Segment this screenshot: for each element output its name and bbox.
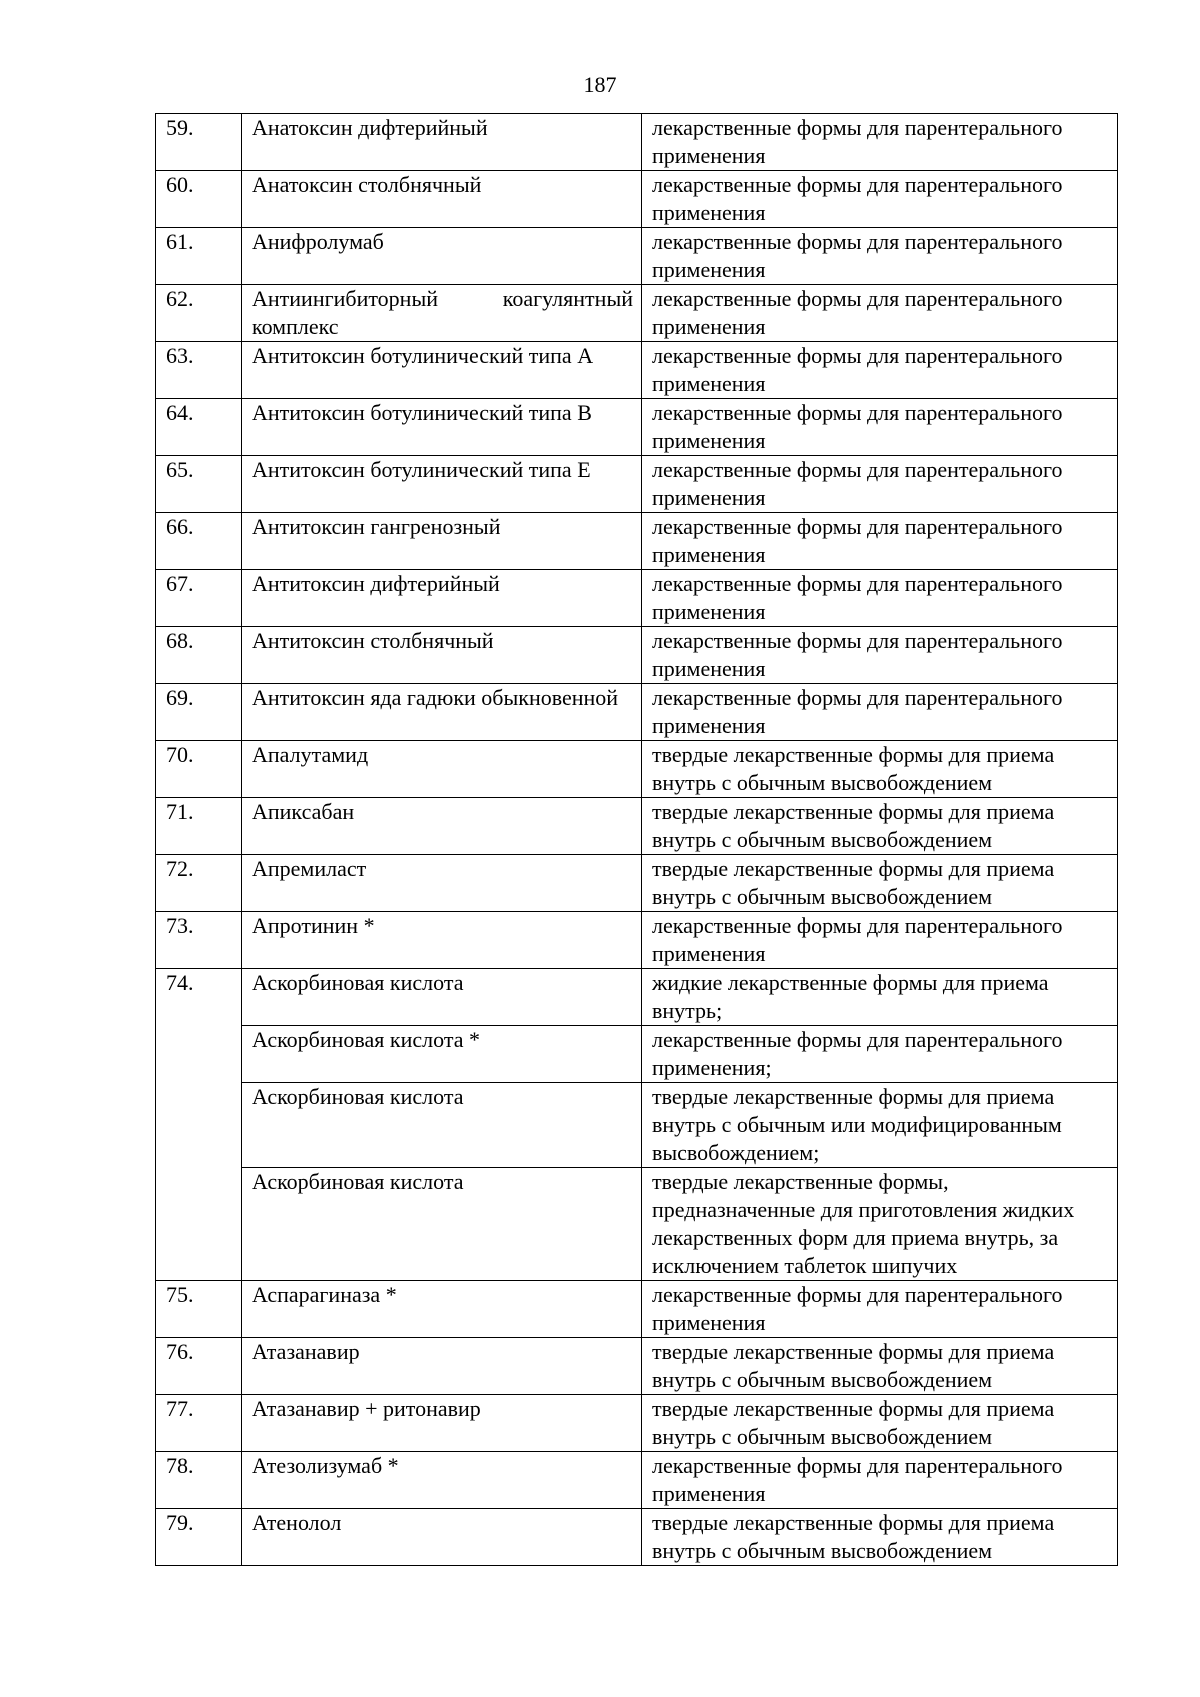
table-row bbox=[156, 798, 1118, 855]
dosage-form: лекарственные формы для парентерального применения bbox=[642, 114, 1118, 171]
dosage-form: лекарственные формы для парентерального применения bbox=[642, 171, 1118, 228]
table-row bbox=[156, 1452, 1118, 1509]
row-number: 68. bbox=[156, 627, 242, 684]
table-row bbox=[156, 855, 1118, 912]
row-number: 67. bbox=[156, 570, 242, 627]
dosage-form: лекарственные формы для парентерального применения bbox=[642, 1281, 1118, 1338]
dosage-form: лекарственные формы для парентерального применения bbox=[642, 570, 1118, 627]
table-row bbox=[156, 171, 1118, 228]
drug-name: Анифролумаб bbox=[242, 228, 642, 285]
table-row-group-first bbox=[156, 969, 1118, 1026]
table-row bbox=[156, 399, 1118, 456]
row-number: 62. bbox=[156, 285, 242, 342]
table-row bbox=[156, 741, 1118, 798]
drug-name: Аспарагиназа * bbox=[242, 1281, 642, 1338]
table-row bbox=[156, 570, 1118, 627]
dosage-form: твердые лекарственные формы для приема внутрь с обычным высвобождением bbox=[642, 855, 1118, 912]
table-row bbox=[156, 1509, 1118, 1566]
row-number: 79. bbox=[156, 1509, 242, 1566]
table-row-group bbox=[156, 1083, 1118, 1168]
dosage-form: лекарственные формы для парентерального применения bbox=[642, 684, 1118, 741]
drug-name: Аскорбиновая кислота bbox=[242, 969, 642, 1026]
drug-name: Аскорбиновая кислота * bbox=[242, 1026, 642, 1083]
drug-name: Анатоксин дифтерийный bbox=[242, 114, 642, 171]
drug-name: Апротинин * bbox=[242, 912, 642, 969]
dosage-form: лекарственные формы для парентерального применения bbox=[642, 912, 1118, 969]
page-number: 187 bbox=[583, 72, 617, 97]
drug-table bbox=[155, 113, 1118, 1566]
row-number: 70. bbox=[156, 741, 242, 798]
dosage-form: лекарственные формы для парентерального применения bbox=[642, 228, 1118, 285]
drug-name: Аскорбиновая кислота bbox=[242, 1083, 642, 1168]
table-row bbox=[156, 1338, 1118, 1395]
dosage-form: лекарственные формы для парентерального применения bbox=[642, 399, 1118, 456]
row-number: 77. bbox=[156, 1395, 242, 1452]
dosage-form: лекарственные формы для парентерального применения bbox=[642, 513, 1118, 570]
dosage-form: лекарственные формы для парентерального применения; bbox=[642, 1026, 1118, 1083]
dosage-form: лекарственные формы для парентерального применения bbox=[642, 342, 1118, 399]
drug-name: Апремиласт bbox=[242, 855, 642, 912]
drug-name: Антитоксин яда гадюки обыкновенной bbox=[242, 684, 642, 741]
drug-name: Атазанавир bbox=[242, 1338, 642, 1395]
drug-name: Антитоксин ботулинический типа A bbox=[242, 342, 642, 399]
dosage-form: жидкие лекарственные формы для приема внутрь; bbox=[642, 969, 1118, 1026]
row-number: 61. bbox=[156, 228, 242, 285]
row-number: 66. bbox=[156, 513, 242, 570]
table-row-group bbox=[156, 1026, 1118, 1083]
table-row bbox=[156, 228, 1118, 285]
dosage-form: твердые лекарственные формы для приема внутрь с обычным высвобождением bbox=[642, 798, 1118, 855]
row-number: 60. bbox=[156, 171, 242, 228]
drug-name: Антитоксин столбнячный bbox=[242, 627, 642, 684]
row-number: 65. bbox=[156, 456, 242, 513]
drug-table-body bbox=[156, 114, 1118, 1566]
table-row bbox=[156, 627, 1118, 684]
drug-name: Анатоксин столбнячный bbox=[242, 171, 642, 228]
drug-name: Антитоксин дифтерийный bbox=[242, 570, 642, 627]
row-number: 59. bbox=[156, 114, 242, 171]
dosage-form: лекарственные формы для парентерального применения bbox=[642, 456, 1118, 513]
row-number: 75. bbox=[156, 1281, 242, 1338]
row-number: 78. bbox=[156, 1452, 242, 1509]
table-row bbox=[156, 684, 1118, 741]
table-row bbox=[156, 285, 1118, 342]
drug-name: Атазанавир + ритонавир bbox=[242, 1395, 642, 1452]
drug-name: Аскорбиновая кислота bbox=[242, 1168, 642, 1281]
dosage-form: твердые лекарственные формы для приема внутрь с обычным высвобождением bbox=[642, 741, 1118, 798]
drug-name: Антитоксин ботулинический типа E bbox=[242, 456, 642, 513]
row-number: 76. bbox=[156, 1338, 242, 1395]
row-number: 72. bbox=[156, 855, 242, 912]
drug-name: Атезолизумаб * bbox=[242, 1452, 642, 1509]
row-number: 73. bbox=[156, 912, 242, 969]
table-row bbox=[156, 456, 1118, 513]
row-number: 64. bbox=[156, 399, 242, 456]
drug-name: Антитоксин ботулинический типа B bbox=[242, 399, 642, 456]
row-number: 74. bbox=[156, 969, 242, 1281]
dosage-form: твердые лекарственные формы, предназначенные для приготовления жидких лекарственных форм для приема внутрь, за исключением таблеток шипучих bbox=[642, 1168, 1118, 1281]
drug-name: Атенолол bbox=[242, 1509, 642, 1566]
dosage-form: твердые лекарственные формы для приема внутрь с обычным или модифицированным высвобождением; bbox=[642, 1083, 1118, 1168]
drug-name: Апиксабан bbox=[242, 798, 642, 855]
table-row-group bbox=[156, 1168, 1118, 1281]
drug-name: Антиингибиторный коагулянтный комплекс bbox=[242, 285, 642, 342]
dosage-form: твердые лекарственные формы для приема внутрь с обычным высвобождением bbox=[642, 1509, 1118, 1566]
table-row bbox=[156, 1395, 1118, 1452]
table-row bbox=[156, 1281, 1118, 1338]
table-row bbox=[156, 513, 1118, 570]
drug-name: Апалутамид bbox=[242, 741, 642, 798]
row-number: 71. bbox=[156, 798, 242, 855]
dosage-form: лекарственные формы для парентерального применения bbox=[642, 285, 1118, 342]
table-row bbox=[156, 912, 1118, 969]
table-row bbox=[156, 114, 1118, 171]
dosage-form: твердые лекарственные формы для приема внутрь с обычным высвобождением bbox=[642, 1338, 1118, 1395]
table-row bbox=[156, 342, 1118, 399]
drug-name: Антитоксин гангренозный bbox=[242, 513, 642, 570]
dosage-form: лекарственные формы для парентерального применения bbox=[642, 1452, 1118, 1509]
dosage-form: лекарственные формы для парентерального применения bbox=[642, 627, 1118, 684]
row-number: 69. bbox=[156, 684, 242, 741]
dosage-form: твердые лекарственные формы для приема внутрь с обычным высвобождением bbox=[642, 1395, 1118, 1452]
row-number: 63. bbox=[156, 342, 242, 399]
